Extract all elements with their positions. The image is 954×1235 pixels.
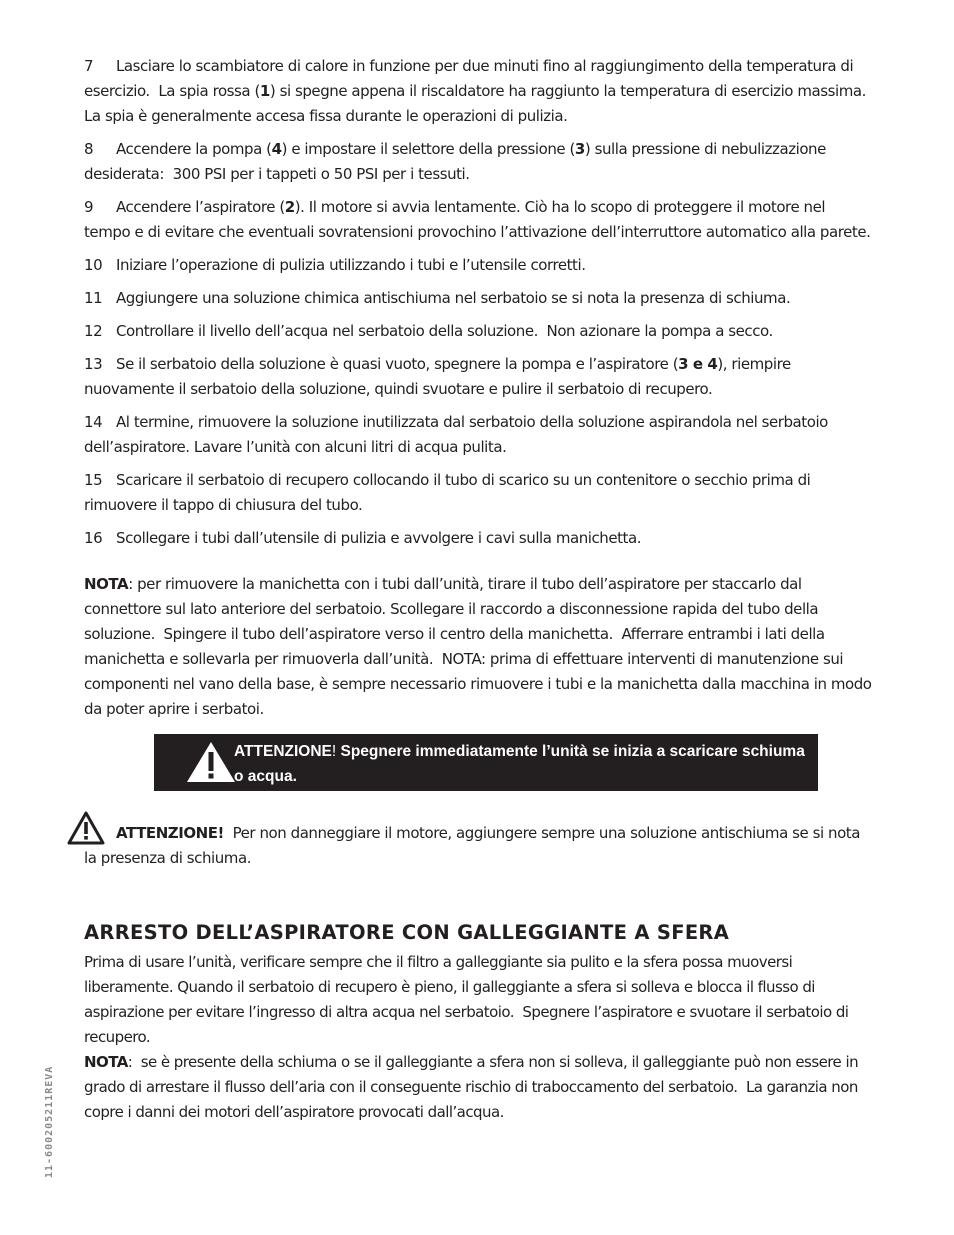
step-10: 10 Iniziare l’operazione di pulizia utilizzando i tubi e l’utensile corretti. — [84, 253, 874, 278]
step-number: 9 — [84, 198, 94, 216]
step-11: 11 Aggiungere una soluzione chimica antischiuma nel serbatoio se si nota la presenza di schiuma. — [84, 286, 874, 311]
section-paragraph: Prima di usare l’unità, verificare sempre che il filtro a galleggiante sia pulito e la sfera possa muoversi liberamente. Quando il serbatoio di recupero è pieno, il galleggiante a sfera si solleva e blocca il flusso di aspirazione per evitare l’ingresso di altra acqua nel serbatoio. Spegnere l’aspiratore e svuotare il serbatoio di recupero. — [84, 953, 853, 1046]
note-hose-removal: NOTA: per rimuovere la manichetta con i tubi dall’unità, tirare il tubo dell’aspiratore per staccarlo dal connettore sul lato anteriore del serbatoio. Scollegare il raccordo a disconnessione rapida del tubo della soluzione. Spingere il tubo dell’aspiratore verso il centro della manichetta. Afferrare entrambi i lati della manichetta e sollevarla per rimuoverla dall’unità. NOTA: prima di effettuare interventi di manutenzione sui componenti nel vano della base, è sempre necessario rimuovere i tubi e la manichetta dalla macchina in modo da poter aprire i serbatoi. — [84, 575, 876, 718]
warning-triangle-icon — [67, 811, 105, 853]
step-8: 8 Accendere la pompa (4) e impostare il selettore della pressione (3) sulla pressione di nebulizzazione desiderata: 300 PSI per i tappeti o 50 PSI per i tessuti. — [84, 137, 874, 187]
manual-page — [84, 54, 874, 1125]
caution-motor: ATTENZIONE! Per non danneggiare il motore, aggiungere sempre una soluzione antischiuma se si nota la presenza di schiuma. — [84, 821, 874, 871]
step-9: 9 Accendere l’aspiratore (2). Il motore si avvia lentamente. Ciò ha lo scopo di proteggere il motore nel tempo e di evitare che eventuali sovratensioni provochino l’attivazione dell’interruttore automatico alla parete. — [84, 195, 874, 245]
caution-label: ATTENZIONE! — [116, 824, 224, 842]
step-14: 14 Al termine, rimuovere la soluzione inutilizzata dal serbatoio della soluzione aspirandola nel serbatoio dell’aspiratore. Lavare l’unità con alcuni litri di acqua pulita. — [84, 410, 874, 460]
step-7: 7 Lasciare lo scambiatore di calore in funzione per due minuti fino al raggiungimento della temperatura di esercizio. La spia rossa (1) si spegne appena il riscaldatore ha raggiunto la temperatura di esercizio massima. La spia è generalmente accesa fissa durante le operazioni di pulizia. — [84, 54, 874, 129]
step-number: 10 — [84, 256, 103, 274]
step-number: 16 — [84, 529, 103, 547]
step-number: 7 — [84, 57, 94, 75]
step-16: 16 Scollegare i tubi dall’utensile di pulizia e avvolgere i cavi sulla manichetta. — [84, 526, 874, 551]
section-note: NOTA: se è presente della schiuma o se il galleggiante a sfera non si solleva, il galleggiante può non essere in grado di arrestare il flusso dell’aria con il conseguente rischio di traboccamento del serbatoio. La garanzia non copre i danni dei motori dell’aspiratore provocati dall’acqua. — [84, 1053, 863, 1121]
step-number: 13 — [84, 355, 103, 373]
step-12: 12 Controllare il livello dell’acqua nel serbatoio della soluzione. Non azionare la pompa a secco. — [84, 319, 874, 344]
warning-banner-text: ATTENZIONE! Spegnere immediatamente l’unità se inizia a scaricare schiuma o acqua. — [234, 743, 805, 785]
steps-list — [84, 54, 874, 551]
note-label: NOTA — [84, 1053, 128, 1071]
step-number: 14 — [84, 413, 103, 431]
step-15: 15 Scaricare il serbatoio di recupero collocando il tubo di scarico su un contenitore o secchio prima di rimuovere il tappo di chiusura del tubo. — [84, 468, 874, 518]
step-number: 12 — [84, 322, 103, 340]
step-number: 15 — [84, 471, 103, 489]
step-number: 8 — [84, 140, 94, 158]
document-code: 11-600205211REVA — [44, 1065, 55, 1178]
section-title: ARRESTO DELL’ASPIRATORE CON GALLEGGIANTE A SFERA — [84, 921, 730, 944]
step-13: 13 Se il serbatoio della soluzione è quasi vuoto, spegnere la pompa e l’aspiratore (3 e 4), riempire nuovamente il serbatoio della soluzione, quindi svuotare e pulire il serbatoio di recupero. — [84, 352, 874, 402]
step-number: 11 — [84, 289, 103, 307]
note-label: NOTA — [84, 575, 129, 593]
warning-banner — [154, 734, 818, 791]
